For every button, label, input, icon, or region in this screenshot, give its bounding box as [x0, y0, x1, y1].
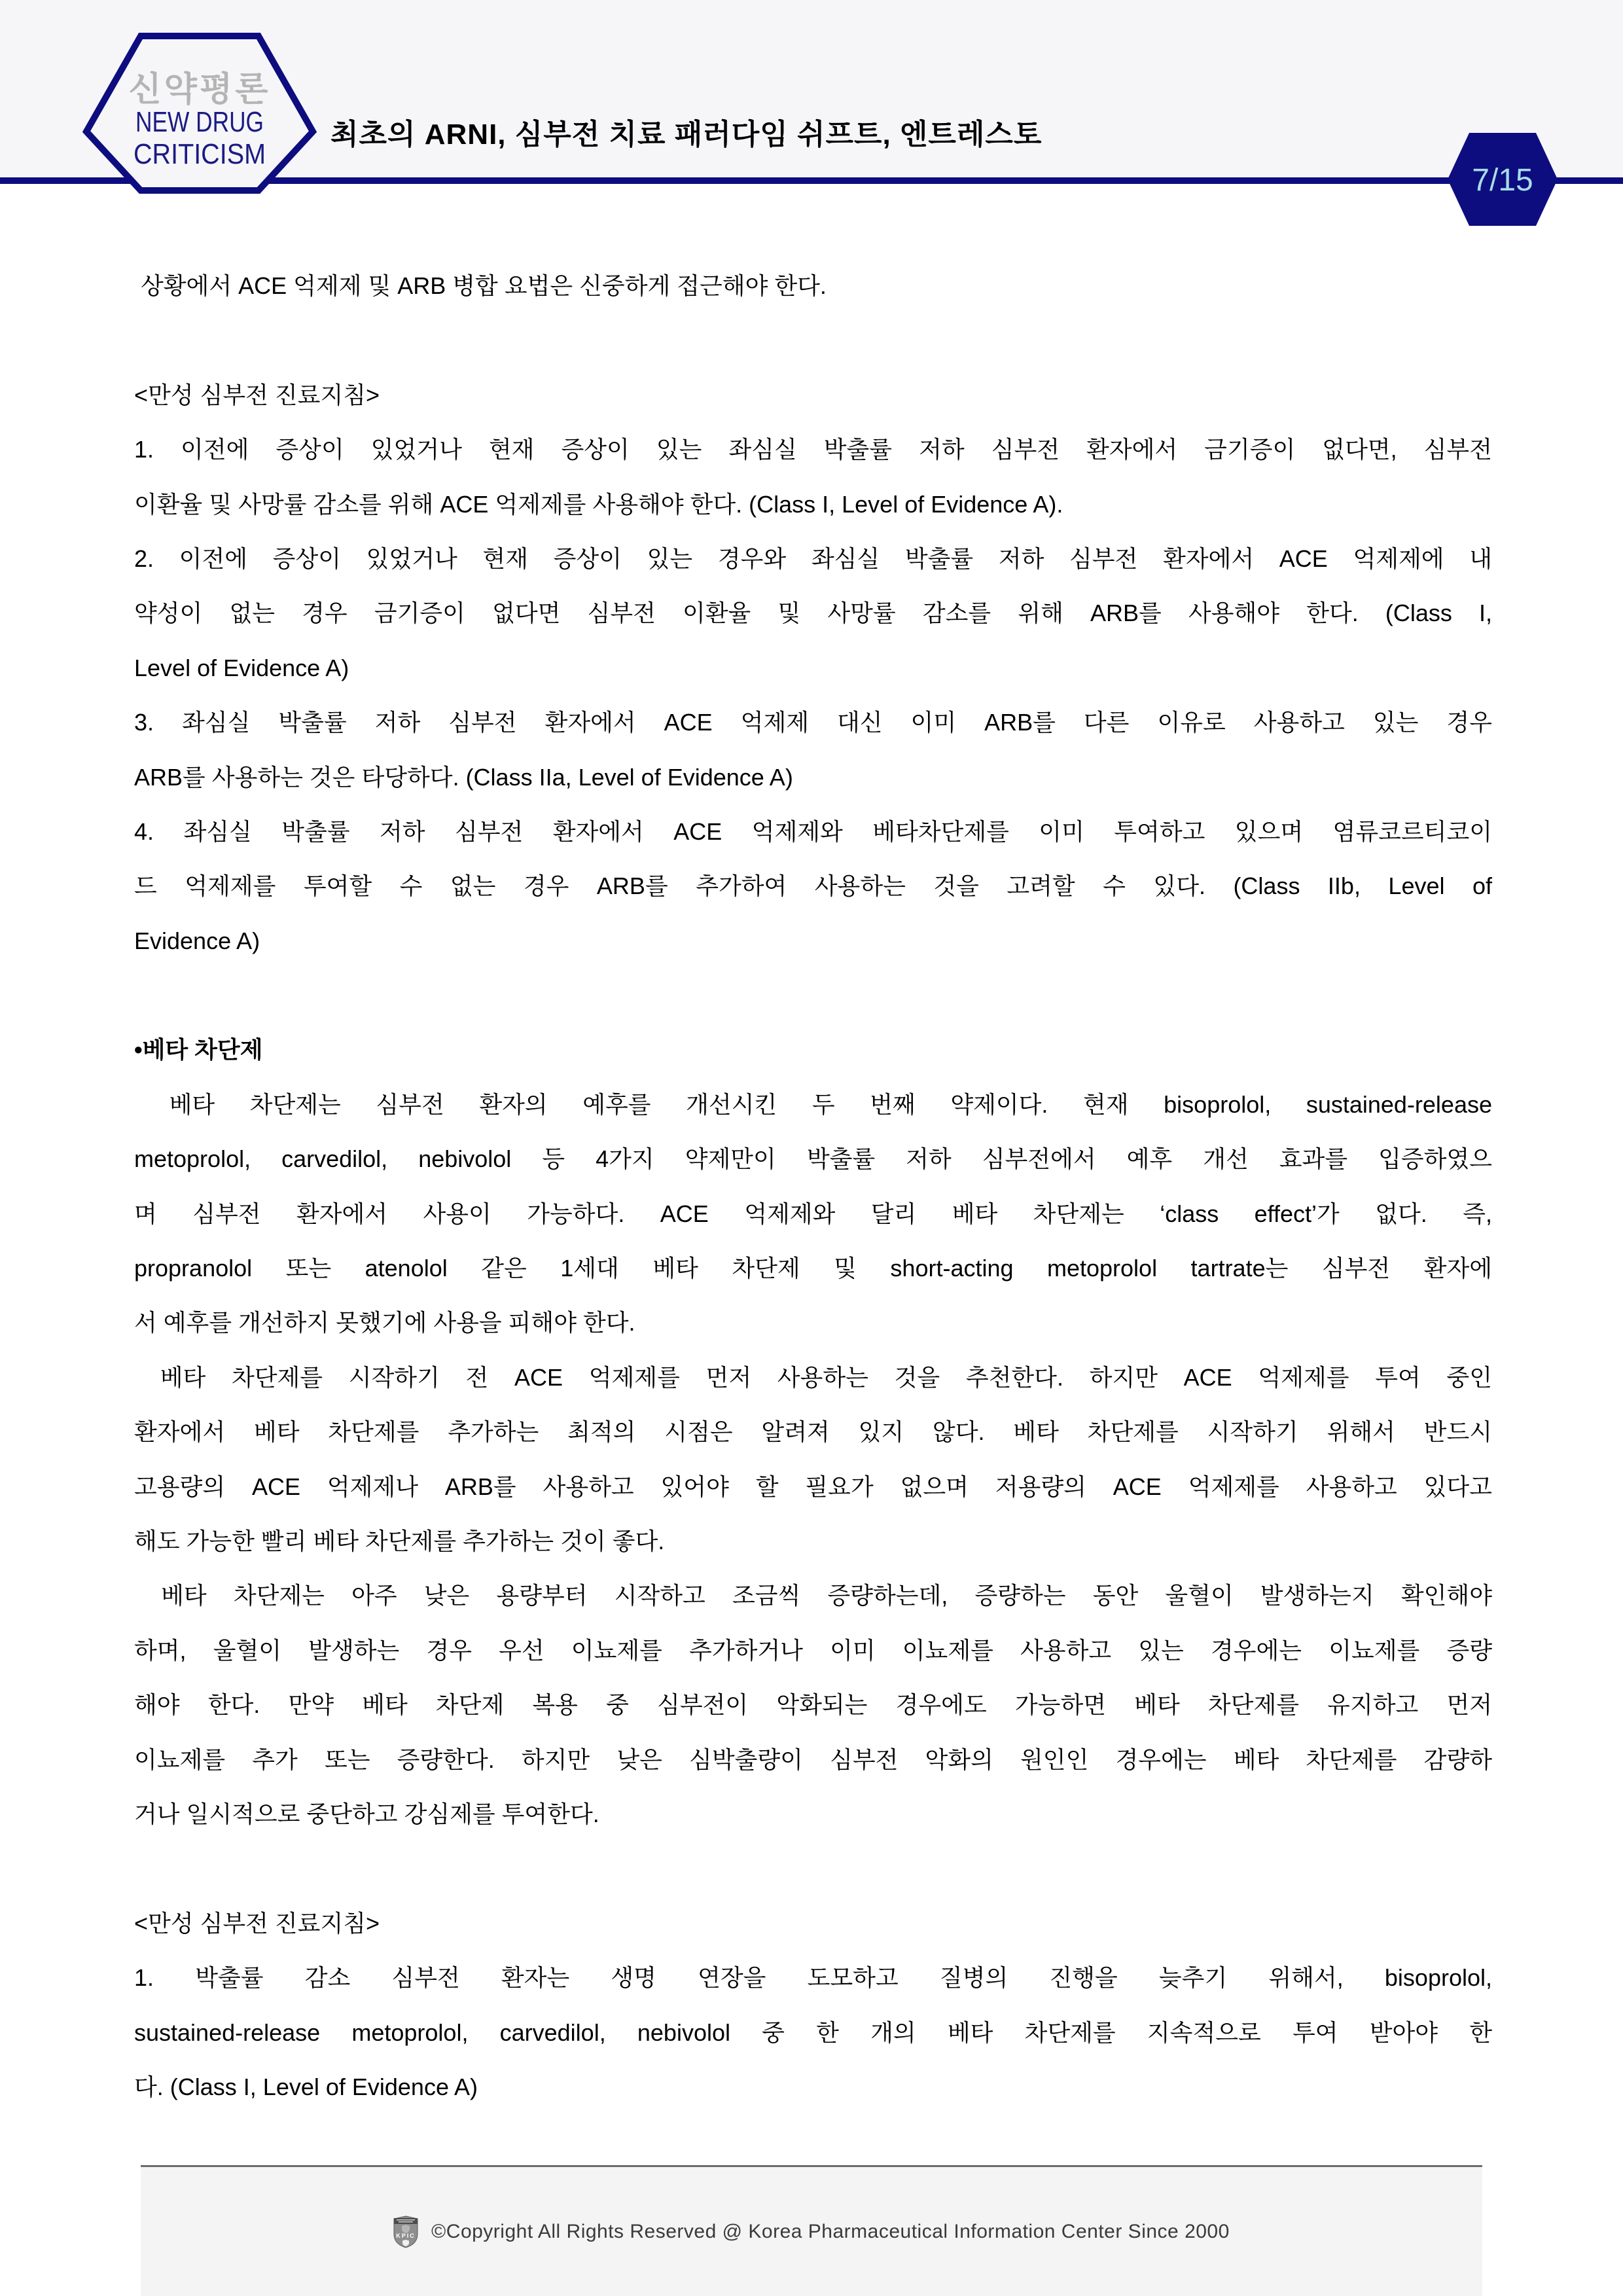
body-line: ARB를 사용하는 것은 타당하다. (Class IIa, Level of Evidence A): [134, 763, 793, 791]
body-line: 이환율 및 사망률 감소를 위해 ACE 억제제를 사용해야 한다. (Class I, Level of Evidence A).: [134, 490, 1063, 518]
body-line: 이뇨제를 추가 또는 증량한다. 하지만 낮은 심박출량이 심부전 악화의 원인인 경우에는 베타 차단제를 감량하: [134, 1746, 1492, 1773]
body-line: <만성 심부전 진료지침>: [134, 381, 380, 408]
body-line: 드 억제제를 투여할 수 없는 경우 ARB를 추가하여 사용하는 것을 고려할 수 있다. (Class IIb, Level of: [134, 872, 1492, 900]
body-line: 베타 차단제는 아주 낮은 용량부터 시작하고 조금씩 증량하는데, 증량하는 동안 울혈이 발생하는지 확인해야: [134, 1582, 1492, 1609]
body-line: Evidence A): [134, 927, 260, 954]
body-line: 거나 일시적으로 중단하고 강심제를 투여한다.: [134, 1800, 599, 1827]
logo-korean-title: 신약평론: [128, 71, 271, 109]
body-line: 해도 가능한 빨리 베타 차단제를 추가하는 것이 좋다.: [134, 1527, 665, 1554]
body-text: [134, 259, 1492, 2114]
page-number: 7/15: [1472, 163, 1533, 198]
copyright-text: ©Copyright All Rights Reserved @ Korea Pharmaceutical Information Center Since 2000: [431, 2220, 1230, 2242]
logo-en-line1: NEW DRUG: [135, 106, 264, 138]
footer-bar: [141, 2165, 1482, 2296]
body-line: 1. 이전에 증상이 있었거나 현재 증상이 있는 좌심실 박출률 저하 심부전 환자에서 금기증이 없다면, 심부전: [134, 436, 1492, 463]
body-line: Level of Evidence A): [134, 654, 349, 681]
body-line: 서 예후를 개선하지 못했기에 사용을 피해야 한다.: [134, 1309, 635, 1336]
body-line: 2. 이전에 증상이 있었거나 현재 증상이 있는 경우와 좌심실 박출률 저하 심부전 환자에서 ACE 억제제에 내: [134, 545, 1492, 572]
kpic-logo-text: KPIC: [396, 2232, 416, 2239]
blank-line: [134, 968, 1492, 1022]
body-line: 다. (Class I, Level of Evidence A): [134, 2073, 478, 2100]
body-line: 4. 좌심실 박출률 저하 심부전 환자에서 ACE 억제제와 베타차단제를 이미 투여하고 있으며 염류코르티코이: [134, 817, 1492, 845]
body-line: 며 심부전 환자에서 사용이 가능하다. ACE 억제제와 달리 베타 차단제는 ‘class effect’가 없다. 즉,: [134, 1200, 1492, 1227]
body-line: 상황에서 ACE 억제제 및 ARB 병합 요법은 신중하게 접근해야 한다.: [134, 272, 827, 299]
page-title: 최초의 ARNI, 심부전 치료 패러다임 쉬프트, 엔트레스토: [330, 118, 1043, 151]
body-line: sustained-release metoprolol, carvedilol, nebivolol 중 한 개의 베타 차단제를 지속적으로 투여 받아야 한: [134, 2018, 1492, 2046]
body-line: 3. 좌심실 박출률 저하 심부전 환자에서 ACE 억제제 대신 이미 ARB를 다른 이유로 사용하고 있는 경우: [134, 709, 1492, 736]
blank-line: [134, 1841, 1492, 1895]
newdrug-criticism-logo: [82, 31, 317, 196]
body-line: 베타 차단제를 시작하기 전 ACE 억제제를 먼저 사용하는 것을 추천한다. 하지만 ACE 억제제를 투여 중인: [134, 1363, 1492, 1391]
body-line: •베타 차단제: [134, 1036, 263, 1064]
body-line: 베타 차단제는 심부전 환자의 예후를 개선시킨 두 번째 약제이다. 현재 bisoprolol, sustained-release: [134, 1090, 1492, 1118]
body-line: propranolol 또는 atenolol 같은 1세대 베타 차단제 및 short-acting metoprolol tartrate는 심부전 환자에: [134, 1255, 1492, 1282]
logo-en-line2: CRITICISM: [134, 138, 266, 170]
body-line: metoprolol, carvedilol, nebivolol 등 4가지 약제만이 박출률 저하 심부전에서 예후 개선 효과를 입증하였으: [134, 1145, 1492, 1173]
body-line: 해야 한다. 만약 베타 차단제 복용 중 심부전이 악화되는 경우에도 가능하면 베타 차단제를 유지하고 먼저: [134, 1691, 1492, 1719]
body-line: <만성 심부전 진료지침>: [134, 1909, 380, 1937]
kpic-shield-icon: [393, 2215, 418, 2248]
body-line: 고용량의 ACE 억제제나 ARB를 사용하고 있어야 할 필요가 없으며 저용량의 ACE 억제제를 사용하고 있다고: [134, 1473, 1492, 1500]
body-line: 환자에서 베타 차단제를 추가하는 최적의 시점은 알려져 있지 않다. 베타 차단제를 시작하기 위해서 반드시: [134, 1418, 1492, 1446]
blank-line: [134, 313, 1492, 367]
body-line: 1. 박출률 감소 심부전 환자는 생명 연장을 도모하고 질병의 진행을 늦추기 위해서, bisoprolol,: [134, 1964, 1492, 1992]
body-line: 하며, 울혈이 발생하는 경우 우선 이뇨제를 추가하거나 이미 이뇨제를 사용하고 있는 경우에는 이뇨제를 증량: [134, 1636, 1492, 1664]
body-line: 약성이 없는 경우 금기증이 없다면 심부전 이환율 및 사망률 감소를 위해 ARB를 사용해야 한다. (Class I,: [134, 600, 1492, 627]
page-number-badge: [1444, 130, 1561, 229]
